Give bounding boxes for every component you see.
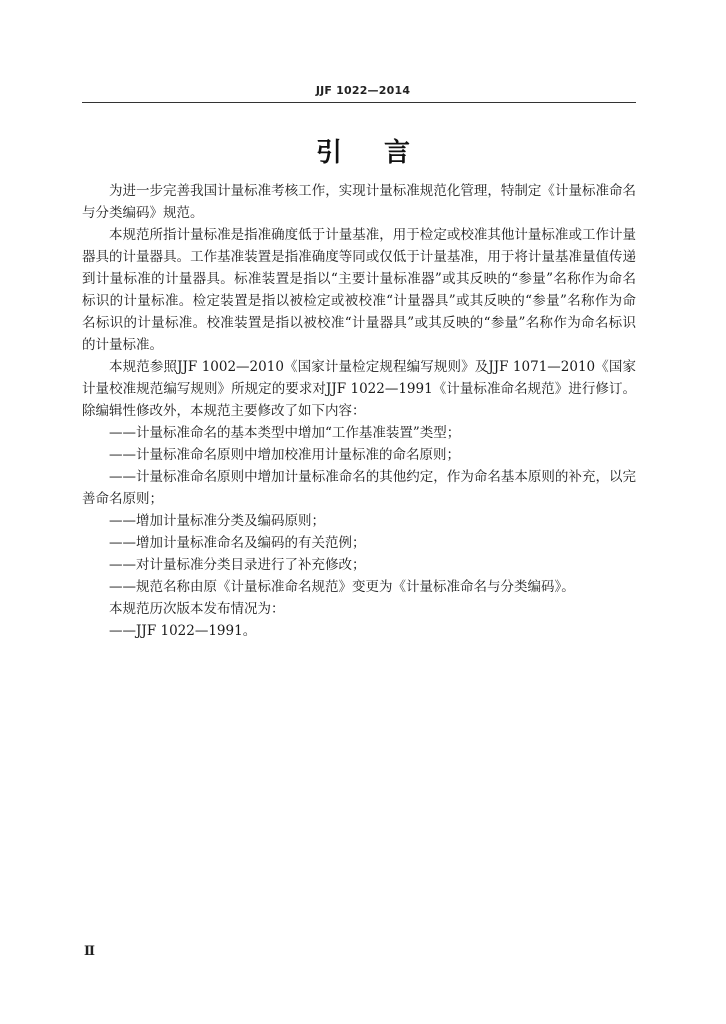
page-title: 引言 xyxy=(315,138,452,168)
change-item-1: ——计量标准命名的基本类型中增加“工作基准装置”类型； xyxy=(109,425,461,441)
change-item-7: ——规范名称由原《计量标准命名规范》变更为《计量标准命名与分类编码》。 xyxy=(109,579,575,595)
change-item-2: ——计量标准命名原则中增加校准用计量标准的命名原则； xyxy=(109,447,460,463)
history-intro: 本规范历次版本发布情况为： xyxy=(109,601,285,617)
intro-paragraph-2: 本规范所指计量标准是指准确度低于计量基准，用于检定或校准其他计量标准或工作计量器具的计量器具。工作基准装置是指准确度等同或仅低于计量基准，用于将计量基准量值传递到计量标准的计量器具。标准装置是指以“主要计量标准器”或其反映的“参量”名称作为命名标识的计量标准。检定装置是指以被检定或被校准“计量器具”或其反映的“参量”名称作为命名标识的计量标准。校准装置是指以被校准“计量器具”或其反映的“参量”名称作为命名标识的计量标准。 xyxy=(82,227,636,353)
header-rule xyxy=(82,102,636,103)
intro-paragraph-3: 本规范参照JJF 1002—2010《国家计量检定规程编写规则》及JJF 1071—2010《国家计量校准规范编写规则》所规定的要求对JJF 1022—1991《计量标准命名规范》进行修订。除编辑性修改外，本规范主要修改了如下内容： xyxy=(82,359,636,419)
history-item-1: ——JJF 1022—1991。 xyxy=(109,623,257,639)
change-item-4: ——增加计量标准分类及编码原则； xyxy=(109,513,325,529)
change-item-3: ——计量标准命名原则中增加计量标准命名的其他约定，作为命名基本原则的补充，以完善命名原则； xyxy=(82,469,636,507)
change-item-6: ——对计量标准分类目录进行了补充修改； xyxy=(109,557,366,573)
intro-paragraph-1: 为进一步完善我国计量标准考核工作，实现计量标准规范化管理，特制定《计量标准命名与分类编码》规范。 xyxy=(82,183,636,221)
running-header: JJF 1022—2014 xyxy=(315,84,411,97)
body-text xyxy=(82,180,636,642)
change-item-5: ——增加计量标准命名及编码的有关范例； xyxy=(109,535,366,551)
page-number: Ⅱ xyxy=(84,944,95,959)
